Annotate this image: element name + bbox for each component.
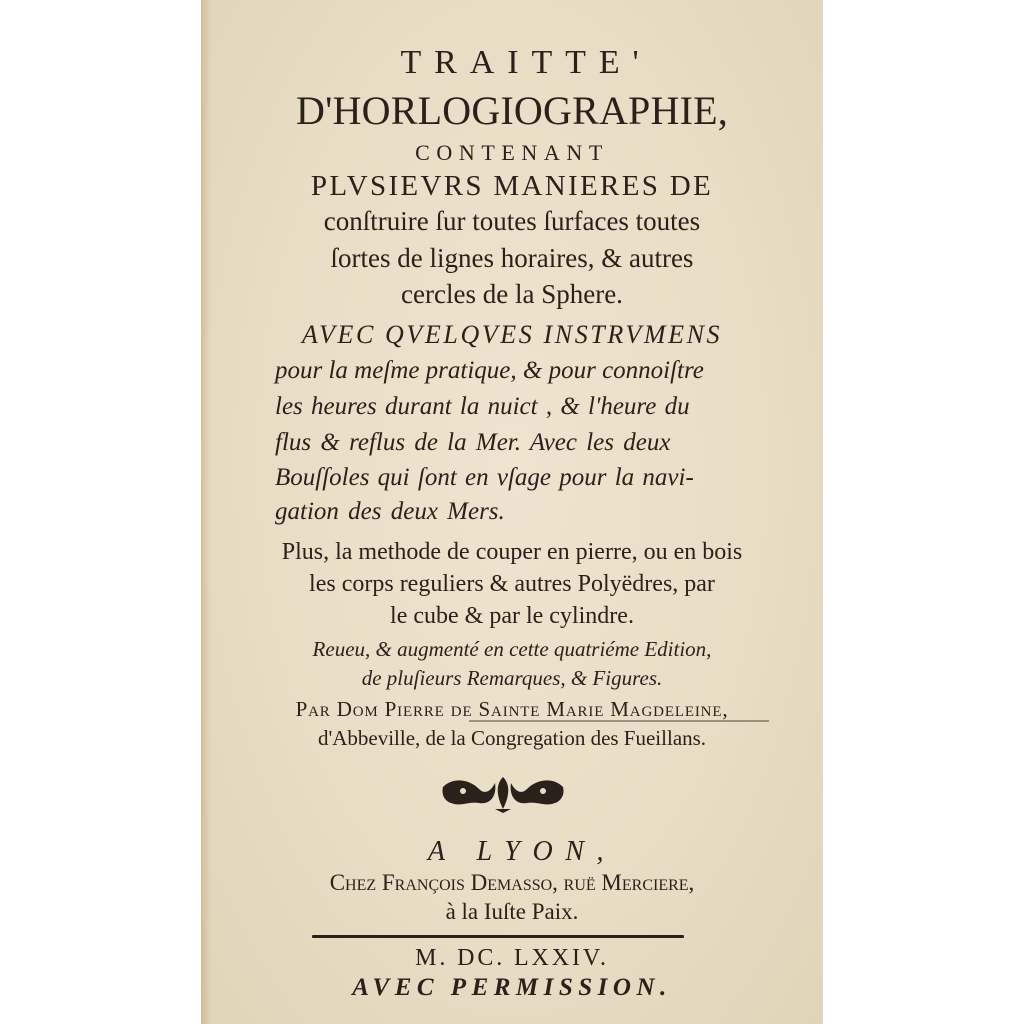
line-cercles: cercles de la Sphere. (401, 279, 623, 309)
line-plusieurs: PLVSIEVRS MANIERES DE (310, 170, 714, 202)
imprint-year: M. DC. LXXIV. (415, 945, 609, 971)
plus-line-3: le cube & par le cylindre. (390, 603, 634, 629)
horizontal-rule (312, 935, 684, 938)
title-page (201, 0, 823, 1024)
edition-line-2: de pluſieurs Remarques, & Figures. (361, 666, 663, 690)
title-line-2: D'HORLOGIOGRAPHIE, (296, 88, 728, 133)
line-construire: conſtruire ſur toutes ſurfaces toutes (323, 206, 701, 236)
pencil-underline (469, 720, 769, 722)
subtitle-contenant: CONTENANT (415, 140, 609, 165)
edition-line-1: Reueu, & augmenté en cette quatriéme Edition, (312, 637, 712, 661)
italic-line-2: pour la meſme pratique, & pour connoiſtre (275, 357, 704, 384)
italic-line-6: gation des deux Mers. (275, 498, 505, 525)
imprint-city: A LYON, (427, 836, 617, 867)
italic-line-4: flus & reflus de la Mer. Avec les deux (275, 429, 671, 456)
imprint-printer: Chez François Demasso, ruë Merciere, (329, 870, 695, 895)
plus-line-2: les corps reguliers & autres Polyëdres, par (309, 571, 715, 597)
author-line-1: Par Dom Pierre de Sainte Marie Magdeleine, (295, 697, 729, 721)
italic-line-1: AVEC QVELQVES INSTRVMENS (301, 320, 723, 349)
author-line-2: d'Abbeville, de la Congregation des Fueillans. (317, 726, 707, 750)
title-line-1: TRAITTE' (400, 44, 652, 81)
imprint-sign: à la Iuſte Paix. (445, 899, 579, 924)
line-sortes: ſortes de lignes horaires, & autres (330, 243, 694, 273)
plus-line-1: Plus, la methode de couper en pierre, ou en bois (281, 539, 743, 565)
italic-line-3: les heures durant la nuict , & l'heure du (275, 393, 690, 420)
italic-line-5: Bouſſoles qui ſont en vſage pour la navi- (275, 464, 694, 491)
fleuron-ornament-icon (439, 773, 567, 813)
imprint-permission: AVEC PERMISSION. (352, 974, 672, 1001)
